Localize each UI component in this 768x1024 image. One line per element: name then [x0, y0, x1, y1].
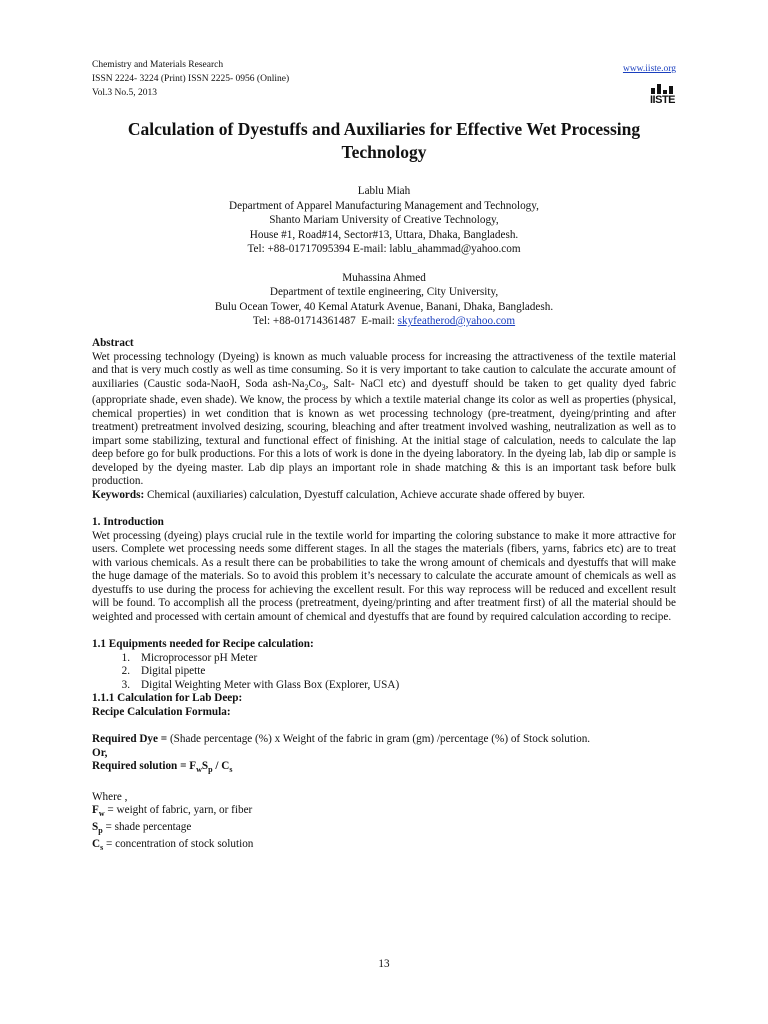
- definition-row: $F_w$ = weight of fabric, yarn, or fiber: [92, 804, 253, 819]
- formula-heading: Recipe Calculation Formula:: [92, 705, 231, 718]
- author-affiliation-line: Department of textile engineering, City University,: [269, 286, 499, 298]
- list-item: 1. Microprocessor pH Meter: [121, 651, 258, 664]
- definition-row: $S_p$ = shade percentage: [92, 821, 192, 836]
- author-tel: Tel: +88-01714361487 E-mail:: [252, 315, 398, 327]
- author-affiliation-line: Bulu Ocean Tower, 40 Kemal Ataturk Avenue, Banani, Dhaka, Bangladesh.: [214, 300, 554, 313]
- introduction-heading: 1. Introduction: [92, 516, 164, 529]
- required-solution-formula: Required solution = $F_wS_p / C_s$: [92, 760, 233, 775]
- journal-header-right: [556, 58, 676, 109]
- abstract-heading: Abstract: [92, 337, 134, 349]
- author-contact: Tel: +88-01717095394 E-mail: lablu_ahammad@yahoo.com: [247, 243, 521, 255]
- logo-text: IISTE: [650, 94, 676, 106]
- page-number: 13: [378, 958, 390, 970]
- paper-body: [92, 337, 676, 855]
- journal-website-link[interactable]: www.iiste.org: [622, 64, 676, 74]
- keywords: [92, 489, 676, 503]
- journal-name: Chemistry and Materials Research: [92, 60, 224, 70]
- formula-or: Or,: [92, 746, 108, 759]
- author-contact: [92, 314, 676, 329]
- keywords-text: Chemical (auxiliaries) calculation, Dyestuff calculation, Achieve accurate shade offered by buyer.: [144, 488, 585, 501]
- author-affiliation-line: House #1, Road#14, Sector#13, Uttara, Dhaka, Bangladesh.: [249, 228, 519, 241]
- author-affiliation-line: Department of Apparel Manufacturing Management and Technology,: [229, 199, 539, 212]
- paper-title: Calculation of Dyestuffs and Auxiliaries for Effective Wet Processing Technology: [127, 119, 641, 162]
- author-name: Lablu Miah: [357, 185, 411, 197]
- author-email-link[interactable]: skyfeatherod@yahoo.com: [397, 315, 516, 327]
- journal-header: [92, 58, 592, 100]
- equipment-list: [92, 652, 676, 693]
- iiste-logo: [650, 82, 676, 104]
- list-item: 2. Digital pipette: [121, 665, 206, 678]
- abstract-text: Wet processing technology (Dyeing) is known as much valuable process for increasing the attractiveness of the textile material and that is very much costly as well as time consuming. So it is very important to take caution to calculate the accurate amount of auxiliaries (Caustic soda-NaoH, Soda ash-$Na_2Co_3$, Salt- NaCl etc) and dyestuff should be taken to get quality dyed fabric (appropriate shade, even shade). We know, the process by which a textile material change its color as well as properties (physical, chemical properties) in wet condition that is known as wet processing technology (pre-treatment, dyeing/printing and after treatment) pretreatment involved desizing, scouring, bleaching and after treatment involved washing, neutralization as well as to impart some stabilizing, textural and functional effect of finishing. At the initial stage of calculation, needs to calculate the lap deep before go for bulk productions. For this a lots of work is done in the dyeing laboratory. In the dyeing lab, lab dip or sample is developed by the dyeing master. Lab dip plays an important role in shade matching & this is an important task before bulk production.: [92, 350, 677, 488]
- where-label: Where ,: [92, 790, 128, 803]
- lab-deep-heading: 1.1.1 Calculation for Lab Deep:: [92, 692, 243, 705]
- journal-issn: ISSN 2224- 3224 (Print) ISSN 2225- 0956 (Online): [92, 74, 290, 84]
- required-dye-formula: Required Dye = (Shade percentage (%) x Weight of the fabric in gram (gm) /percentage (%) of Stock solution.: [92, 733, 591, 746]
- keywords-label: Keywords:: [92, 488, 145, 501]
- journal-volume: Vol.3 No.5, 2013: [92, 88, 158, 98]
- author-name: Muhassina Ahmed: [342, 271, 426, 284]
- author-affiliation-line: Shanto Mariam University of Creative Technology,: [269, 214, 499, 226]
- introduction-text: Wet processing (dyeing) plays crucial rule in the textile world for imparting the coloring substance to make it more attractive for users. Complete wet processing needs some different stages. In all the stages the materials (fibers, yarns, fabrics etc) are to treat with various chemicals. As a result there can be probabilities to take the wrong amount of chemicals and dyestuffs that will make the huge damage of the materials. So to avoid this problem it’s necessary to calculate the accurate amount of chemicals as well as dyestuffs to use during the process for achieving the excellent result. For this way reprocess will be reduced and excellent result will be found. To accomplish all the process (pretreatment, dyeing/printing and after treatment first) of all the material should be weighted and processed with certain amount of chemical and dyestuffs that are found by required calculation according to recipe.: [92, 529, 676, 623]
- author-block: [92, 184, 676, 329]
- equipment-heading: 1.1 Equipments needed for Recipe calculation:: [92, 638, 314, 651]
- definition-row: $C_s$ = concentration of stock solution: [92, 837, 254, 853]
- list-item: 3. Digital Weighting Meter with Glass Box (Explorer, USA): [121, 678, 400, 691]
